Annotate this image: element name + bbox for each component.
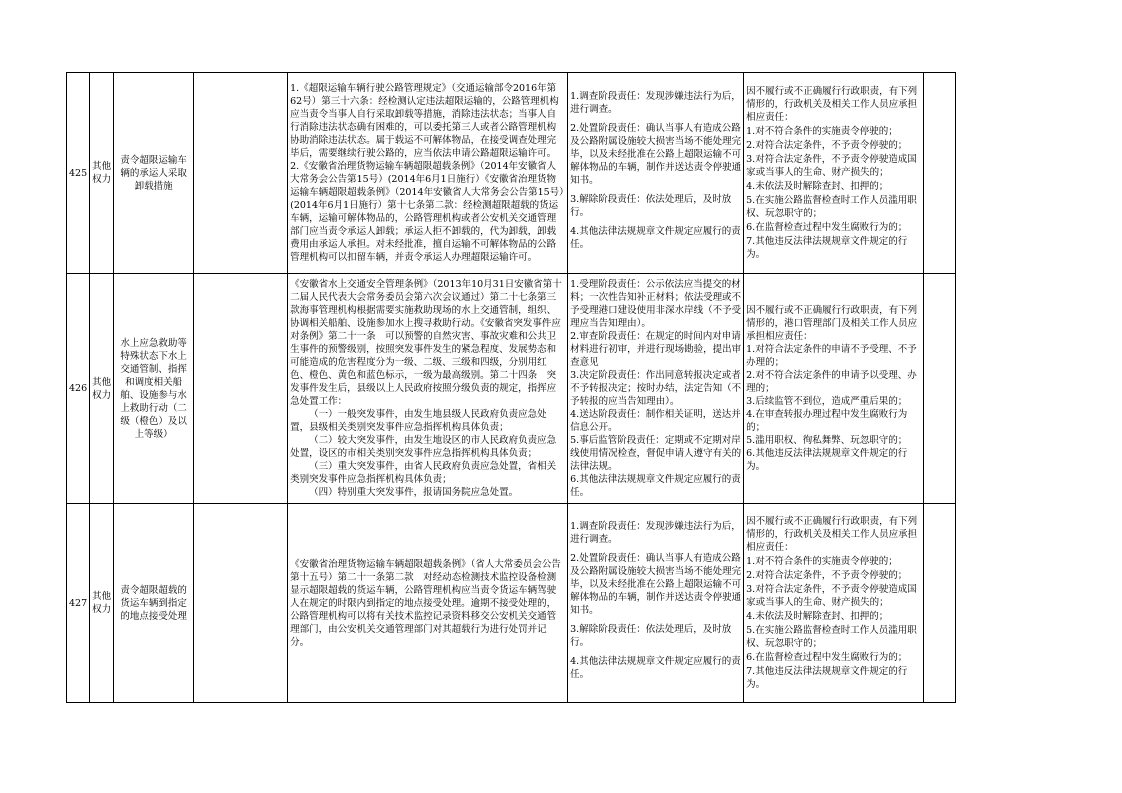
- fault-condition: 2.对符合法定条件，不予责令停驶的；: [746, 139, 908, 151]
- row-number: 427: [67, 504, 90, 703]
- item-name: 责令超限运输车辆的承运人采取卸载措施: [114, 73, 194, 274]
- legal-basis-paragraph: 《安徽省治理货物运输车辆超限超载条例》（省人大常委员会公告第十五号）第二十一条第二款 对经动态检测技术监控设备检测显示超限超载的货运车辆，公路管理机构应当责令货运车辆驾驶人在规定的时限内到指定的地点接受处理。逾期不接受处理的，公路管理机构可以将有关技术监控记录资料移交公安机关交通管理部门，由公安机关交通管理部门对其超载行为进行处罚并记分。: [290, 558, 561, 648]
- responsibility-item: 2.处置阶段责任：确认当事人有造成公路及公路附属设施较大损害当场不能处理完毕，以及未经批准在公路上超限运输不可解体物品的车辆，制作并送达责令停驶通知书。: [570, 552, 742, 616]
- responsibility-item: 1.调查阶段责任：发现涉嫌违法行为后，进行调查。: [570, 520, 741, 545]
- table-row: [67, 274, 956, 504]
- row-number: 425: [67, 73, 90, 274]
- responsibility-item: 4.其他法律法规规章文件规定应履行的责任。: [570, 655, 741, 680]
- fault-condition: 因不履行或不正确履行行政职责，有下列情形的，行政机关及相关工作人员应承担相应责任：: [746, 515, 918, 553]
- responsibility-item: 1.受理阶段责任：公示依法应当提交的材料；一次性告知补正材料；依法受理或不予受理港口建设使用非深水岸线（不予受理应当告知理由）。: [570, 279, 742, 329]
- fault-condition: 5.在实施公路监督检查时工作人员滥用职权、玩忽职守的；: [746, 624, 917, 649]
- blank-cell: [194, 274, 288, 504]
- fault-condition: 7.其他违反法律法规规章文件规定的行为。: [746, 665, 908, 690]
- item-name: 水上应急救助等特殊状态下水上交通管制、指挥和调度相关船舶、设施参与水上救助行动（二级（橙色）及以上等级）: [114, 274, 194, 504]
- responsibility-item: 6.其他法律法规规章文件规定应履行的责任。: [570, 474, 741, 498]
- fault-condition: 4.在审查转报办理过程中发生腐败行为的；: [746, 409, 908, 433]
- legal-basis-paragraph: （四）特别重大突发事件，报请国务院应急处置。: [309, 487, 519, 498]
- item-name: 责令超限超载的货运车辆到指定的地点接受处理: [114, 504, 194, 703]
- fault-condition: 2.对不符合法定条件的申请予以受理、办理的；: [746, 370, 917, 394]
- table-row: [67, 73, 956, 274]
- legal-basis: [288, 504, 568, 703]
- fault-condition: 3.对符合法定条件，不予责令停驶造成国家或当事人的生命、财产损失的；: [746, 583, 917, 608]
- fault-condition: 6.其他违反法律法规规章文件规定的行为。: [746, 448, 908, 472]
- power-type: 其他权力: [90, 274, 114, 504]
- fault-condition: 1.对符合法定条件的申请不予受理、不予办理的；: [746, 344, 917, 368]
- responsibility-item: 1.调查阶段责任：发现涉嫌违法行为后，进行调查。: [570, 90, 741, 115]
- blank-cell: [194, 504, 288, 703]
- legal-basis-paragraph: 2.《安徽省治理货物运输车辆超限超载条例》（2014年安徽省人大常务会公告第15号）(2014年6月1日施行）《安徽省治理货物运输车辆超限超载条例》（2014年安徽省人大常务会公告第15号）(2014年6月1日施行）第十七条第二款：经检测超限超载的货运车辆，运输可解体物品的，公路管理机构或者公安机关交通管理部门应当责令承运人卸载；承运人拒不卸载的，代为卸载，卸载费用由承运人承担。对未经批准，擅自运输不可解体物品的公路管理机构可以扣留车辆，并责令承运人办理超限运输许可。: [290, 161, 564, 263]
- fault-condition: 4.未依法及时解除查封、扣押的；: [746, 610, 889, 622]
- table-row: [67, 504, 956, 703]
- power-type: 其他权力: [90, 73, 114, 274]
- legal-basis: [288, 73, 568, 274]
- fault-condition: 1.对不符合条件的实施责令停驶的；: [746, 125, 898, 137]
- blank-cell: [194, 73, 288, 274]
- responsibility-item: 4.其他法律法规规章文件规定应履行的责任。: [570, 225, 741, 250]
- fault-condition: 1.对不符合条件的实施责令停驶的；: [746, 555, 898, 567]
- legal-basis-paragraph: 1.《超限运输车辆行驶公路管理规定》（交通运输部令2016年第62号）第三十六条：经检测认定违法超限运输的，公路管理机构应当责令当事人自行采取卸载等措施，消除违法状态；当事人自行消除违法状态确有困难的，可以委托第三人或者公路管理机构协助消除违法状态。属于载运不可解体物品，在接受调查处理完毕后，需要继续行驶公路的，应当依法申请公路超限运输许可。: [290, 83, 559, 159]
- responsibility-item: 2.处置阶段责任：确认当事人有造成公路及公路附属设施较大损害当场不能处理完毕，以及未经批准在公路上超限运输不可解体物品的车辆，制作并送达责令停驶通知书。: [570, 122, 742, 186]
- legal-basis: [288, 274, 568, 504]
- fault-condition: 2.对符合法定条件，不予责令停驶的；: [746, 569, 908, 581]
- fault-conditions: [744, 274, 924, 504]
- responsibility-table: [66, 72, 956, 703]
- responsibility-list: [568, 504, 744, 703]
- legal-basis-paragraph: （三）重大突发事件，由省人民政府负责应急处置，省相关类别突发事件应急指挥机构具体负责；: [290, 461, 557, 485]
- fault-condition: 4.未依法及时解除查封、扣押的；: [746, 180, 889, 192]
- responsibility-list: [568, 73, 744, 274]
- fault-condition: 5.在实施公路监督检查时工作人员滥用职权、玩忽职守的；: [746, 194, 917, 219]
- fault-conditions: [744, 73, 924, 274]
- row-number: 426: [67, 274, 90, 504]
- responsibility-item: 5.事后监管阶段责任：定期或不定期对岸线使用情况检查，督促申请人遵守有关的法律法规。: [570, 435, 742, 472]
- blank-cell: [924, 274, 956, 504]
- fault-condition: 6.在监督检查过程中发生腐败行为的；: [746, 221, 908, 233]
- power-type: 其他权力: [90, 504, 114, 703]
- fault-condition: 3.对符合法定条件，不予责令停驶造成国家或当事人的生命、财产损失的；: [746, 153, 917, 178]
- responsibility-item: 3.决定阶段责任：作出同意转报决定或者不予转报决定；按时办结，法定告知（不予转报的应当告知理由）。: [570, 370, 742, 407]
- blank-cell: [924, 504, 956, 703]
- fault-condition: 7.其他违反法律法规规章文件规定的行为。: [746, 235, 908, 260]
- legal-basis-paragraph: （一）一般突发事件，由发生地县级人民政府负责应急处置，县级相关类别突发事件应急指挥机构具体负责；: [290, 409, 547, 433]
- fault-condition: 5.滥用职权、徇私舞弊、玩忽职守的；: [746, 435, 908, 446]
- responsibility-item: 2.审查阶段责任：在规定的时间内对申请材料进行初审，并进行现场勘验，提出审查意见: [570, 331, 742, 368]
- fault-condition: 因不履行或不正确履行行政职责，有下列情形的，行政机关及相关工作人员应承担相应责任：: [746, 85, 918, 123]
- legal-basis-paragraph: 《安徽省水上交通安全管理条例》（2013年10月31日安徽省第十二届人民代表大会常务委员会第六次会议通过）第二十七条第三款海事管理机构根据需要实施救助现场的水上交通管制，组织、协调相关船舶、设施参加水上搜寻救助行动。《安徽省突发事件应对条例》第二十一条 可以预警的自然灾害、事故灾难和公共卫生事件的预警级别，按照突发事件发生的紧急程度、发展势态和可能造成的危害程度分为一级、二级、三级和四级，分别用红色、橙色、黄色和蓝色标示，一级为最高级别。第二十四条 突发事件发生后，县级以上人民政府按照分级负责的规定，指挥应急处置工作：: [290, 279, 562, 407]
- responsibility-list: [568, 274, 744, 504]
- blank-cell: [924, 73, 956, 274]
- responsibility-item: 4.送达阶段责任：制作相关证明，送达并信息公开。: [570, 409, 741, 433]
- responsibility-item: 3.解除阶段责任：依法处理后，及时放行。: [570, 193, 732, 218]
- fault-condition: 因不履行或不正确履行行政职责，有下列情形的，港口管理部门及相关工作人员应承担相应责任：: [746, 305, 918, 342]
- responsibility-item: 3.解除阶段责任：依法处理后，及时放行。: [570, 623, 732, 648]
- fault-conditions: [744, 504, 924, 703]
- legal-basis-paragraph: （二）较大突发事件，由发生地设区的市人民政府负责应急处置，设区的市相关类别突发事件应急指挥机构具体负责；: [290, 435, 557, 459]
- fault-condition: 3.后续监管不到位，造成严重后果的；: [746, 396, 908, 407]
- fault-condition: 6.在监督检查过程中发生腐败行为的；: [746, 651, 908, 663]
